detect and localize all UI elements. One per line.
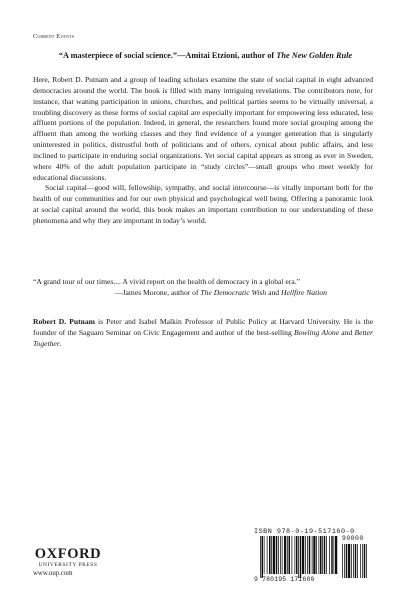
- bio-and: and: [339, 327, 355, 337]
- top-endorsement: [33, 50, 378, 62]
- blurb-book-2: Hellfire Nation: [281, 287, 327, 297]
- blurb-book-1: The Democratic Wish: [200, 287, 267, 297]
- bio-text: is Peter and Isabel Malkin Professor of Public Policy at Harvard University. He is the founder of the Saguaro Seminar on Civic Engagement and author of the best-selling: [33, 317, 373, 337]
- top-endorsement-book-title: The New Golden Rule: [276, 51, 353, 60]
- publisher-url: www.oup.com: [33, 570, 73, 577]
- description: [33, 75, 373, 227]
- publisher-subtitle: UNIVERSITY PRESS: [38, 562, 98, 568]
- category-label: Current Events: [33, 33, 75, 40]
- isbn-number: ISBN 978-0-19-517160-0: [254, 528, 355, 536]
- publisher-name: OXFORD: [34, 546, 102, 562]
- blurb-quote: “A grand tour of our times.... A vivid report on the health of democracy in a global era.”: [33, 277, 300, 286]
- price-code: 90000: [342, 535, 364, 542]
- price-barcode: [342, 544, 370, 578]
- blurb-and: and: [266, 287, 281, 297]
- author-bio: [33, 317, 373, 350]
- top-endorsement-text: “A masterpiece of social science.”—Amitai Etzioni, author of: [58, 51, 277, 60]
- description-paragraph-1: Here, Robert D. Putnam and a group of leading scholars examine the state of social capital in eight advanced democracies around the world. The book is filled with many intriguing revelations. The contributors note, for instance, that waning participation in unions, churches, and political parties seems to be virtually universal, a troubling discovery as these forms of social capital are especially important for empowering less educated, less affluent portions of the population. Indeed, in general, the researchers found more social grouping among the affluent than among the working classes and they find evidence of a younger generation that is singularly uninterested in politics, distrustful both of politicians and of others, cynical about public affairs, and less inclined to participate in enduring social organizations. Yet social capital appears as strong as ever in Sweden, where 40% of the adult population participate in “study circles”—small groups who meet weekly for educational discussions.: [33, 75, 373, 182]
- publisher-logo: [33, 547, 103, 568]
- isbn-barcode: [260, 536, 340, 578]
- blurb-attribution: [33, 288, 373, 299]
- barcode-digits: 9 780195 171600: [254, 576, 315, 583]
- bio-end: .: [59, 338, 62, 348]
- blurb-attribution-prefix: —James Morone, author of: [115, 287, 201, 297]
- endorsement-blurb: [33, 277, 373, 299]
- author-name: Robert D. Putnam: [33, 317, 95, 326]
- bio-book-1: Bowling Alone: [293, 327, 340, 337]
- barcode-block: [254, 528, 372, 584]
- description-paragraph-2: Social capital—good will, fellowship, sympathy, and social intercourse—is vitally important both for the health of our communities and for our own physical and psychological well being. Offering a panoramic look at social capital around the world, this book makes an important contribution to our understanding of these phenomena and why they are important in today’s world.: [33, 183, 373, 225]
- bio-book-2: Better Together: [33, 327, 373, 348]
